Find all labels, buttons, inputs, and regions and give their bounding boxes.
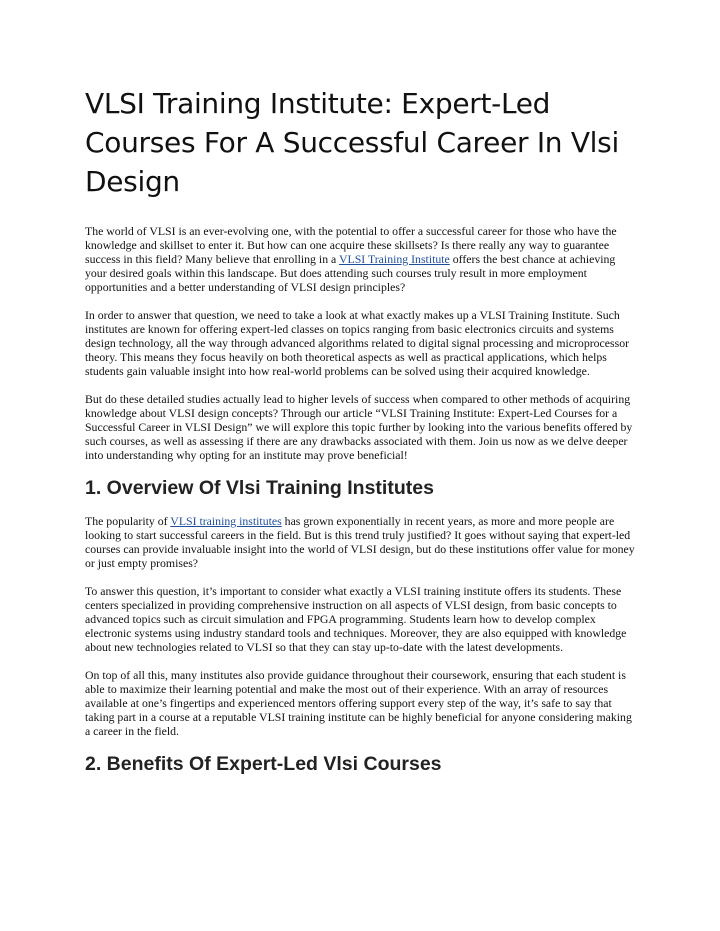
- intro-paragraph-3: But do these detailed studies actually lead to higher levels of success when compared to other methods of acquiring knowledge about VLSI design concepts? Through our article “VLSI Training Institute: Expert-Led Courses for a Successful Career in VLSI Design” we will explore this topic further by looking into the various benefits offered by such courses, as well as assessing if there are any drawbacks associated with them. Join us now as we delve deeper into understanding why opting for an institute may prove beneficial!: [85, 392, 633, 462]
- intro-paragraph-1: [85, 224, 637, 294]
- intro-text-before-link: The world of VLSI is an ever-evolving one, with the potential to offer a successful career for those who have the knowledge and skillset to enter it. But how can one acquire these skillsets? Is there really any way to guarantee success in this field? Many believe that enrolling in a: [85, 224, 617, 266]
- page-title: VLSI Training Institute: Expert-Led Courses For A Successful Career In Vlsi Design: [85, 87, 619, 198]
- section-1-heading: 1. Overview Of Vlsi Training Institutes: [85, 477, 434, 499]
- section-1-text-after-link: has grown exponentially in recent years, as more and more people are looking to start successful careers in the field. But is this trend truly justified? It goes without saying that expert-led courses can provide invaluable insight into the world of VLSI design, but do these institutions offer value for money or just empty promises?: [85, 514, 635, 570]
- section-1-paragraph-2: To answer this question, it’s important to consider what exactly a VLSI training institute offers its students. These centers specialized in providing comprehensive instruction on all aspects of VLSI design, from basic concepts to advanced topics such as circuit simulation and FPGA programming. Students learn how to develop complex electronic systems using industry standard tools and techniques. Moreover, they are also equipped with knowledge about new technologies related to VLSI so that they can stay up-to-date with the latest developments.: [85, 584, 627, 654]
- section-1-paragraph-1: [85, 514, 637, 570]
- section-1-text-before-link: The popularity of: [85, 514, 171, 528]
- document-body: [85, 84, 637, 790]
- intro-text-after-link: offers the best chance at achieving your desired goals within this landscape. But does attending such courses truly result in more employment opportunities and a better understanding of VLSI design principles?: [85, 252, 616, 294]
- intro-paragraph-2: In order to answer that question, we need to take a look at what exactly makes up a VLSI Training Institute. Such institutes are known for offering expert-led classes on topics ranging from basic electronics circuits and systems design technology, all the way through advanced algorithms related to digital signal processing and microprocessor theory. This means they focus heavily on both theoretical aspects as well as practical applications, which helps students gain valuable insight into how real-world problems can be solved using their acquired knowledge.: [85, 308, 630, 378]
- section-1-paragraph-3: On top of all this, many institutes also provide guidance throughout their coursework, ensuring that each student is able to maximize their learning potential and make the most out of their experience. With an array of resources available at one’s fingertips and experienced mentors offering support every step of the way, it’s safe to say that taking part in a course at a reputable VLSI training institute can be highly beneficial for anyone considering making a career in the field.: [85, 668, 632, 738]
- vlsi-training-institute-link[interactable]: VLSI Training Institute: [339, 252, 450, 266]
- vlsi-training-institutes-link[interactable]: VLSI training institutes: [170, 514, 282, 528]
- section-2-heading: 2. Benefits Of Expert-Led Vlsi Courses: [85, 753, 442, 775]
